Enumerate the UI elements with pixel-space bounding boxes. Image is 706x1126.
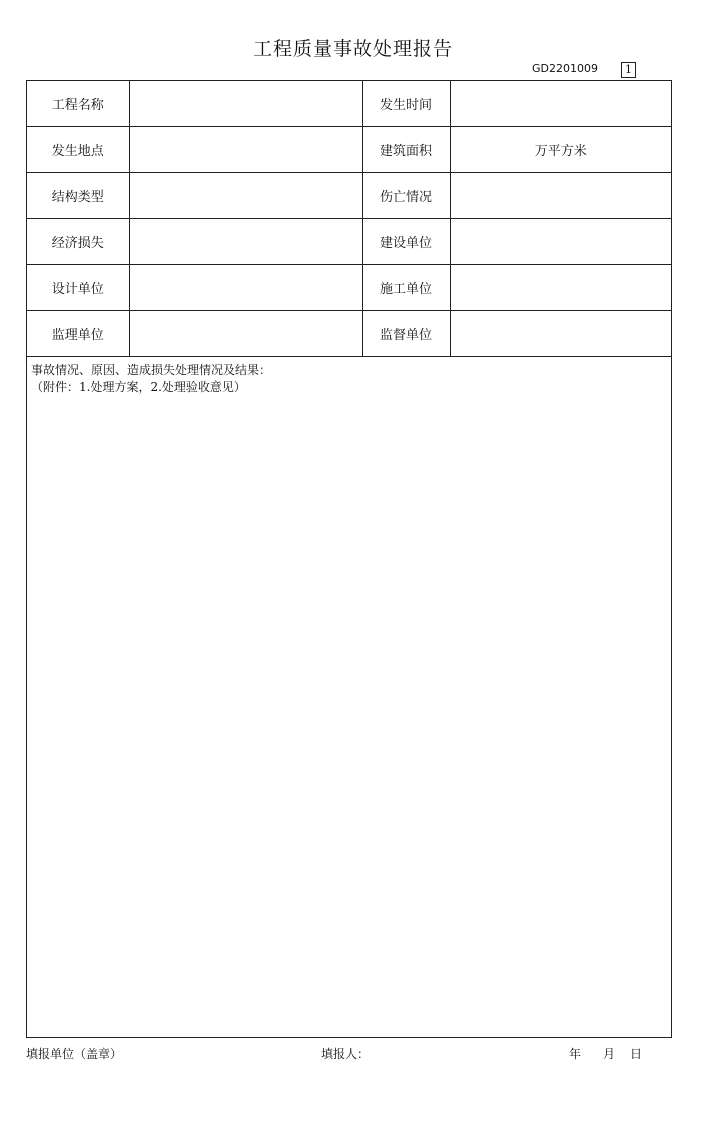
- project-name-field[interactable]: [129, 81, 362, 127]
- table-row: [27, 265, 671, 311]
- table-row: [27, 311, 671, 357]
- info-table: [27, 81, 671, 357]
- construction-owner-field[interactable]: [450, 219, 671, 265]
- table-row: [27, 173, 671, 219]
- page-title: 工程质量事故处理报告: [252, 38, 453, 60]
- economic-loss-label: 经济损失: [27, 219, 129, 265]
- project-name-label: 工程名称: [27, 81, 129, 127]
- table-row: [27, 219, 671, 265]
- structure-type-field[interactable]: [129, 173, 362, 219]
- occurrence-time-label: 发生时间: [362, 81, 450, 127]
- oversight-unit-field[interactable]: [450, 311, 671, 357]
- description-heading: 事故情况、原因、造成损失处理情况及结果：: [31, 363, 272, 377]
- year-label: 年: [569, 1047, 582, 1061]
- economic-loss-field[interactable]: [129, 219, 362, 265]
- occurrence-time-field[interactable]: [450, 81, 671, 127]
- filler-label: 填报人：: [321, 1047, 370, 1061]
- day-label: 日: [630, 1047, 643, 1061]
- supervision-unit-label: 监理单位: [27, 311, 129, 357]
- location-field[interactable]: [129, 127, 362, 173]
- month-label: 月: [603, 1047, 616, 1061]
- location-label: 发生地点: [27, 127, 129, 173]
- table-row: [27, 127, 671, 173]
- casualties-label: 伤亡情况: [362, 173, 450, 219]
- page-number-box: 1: [621, 62, 636, 78]
- construction-owner-label: 建设单位: [362, 219, 450, 265]
- attachment-note: （附件：1.处理方案，2.处理验收意见）: [31, 380, 246, 394]
- contractor-field[interactable]: [450, 265, 671, 311]
- reporting-unit-label: 填报单位（盖章）: [26, 1047, 123, 1061]
- form-code: GD2201009: [532, 62, 598, 75]
- design-unit-field[interactable]: [129, 265, 362, 311]
- building-area-label: 建筑面积: [362, 127, 450, 173]
- supervision-unit-field[interactable]: [129, 311, 362, 357]
- design-unit-label: 设计单位: [27, 265, 129, 311]
- building-area-field[interactable]: 万平方米: [450, 127, 671, 173]
- report-form: [26, 80, 672, 1038]
- contractor-label: 施工单位: [362, 265, 450, 311]
- oversight-unit-label: 监督单位: [362, 311, 450, 357]
- table-row: [27, 81, 671, 127]
- casualties-field[interactable]: [450, 173, 671, 219]
- description-area[interactable]: [27, 357, 671, 396]
- structure-type-label: 结构类型: [27, 173, 129, 219]
